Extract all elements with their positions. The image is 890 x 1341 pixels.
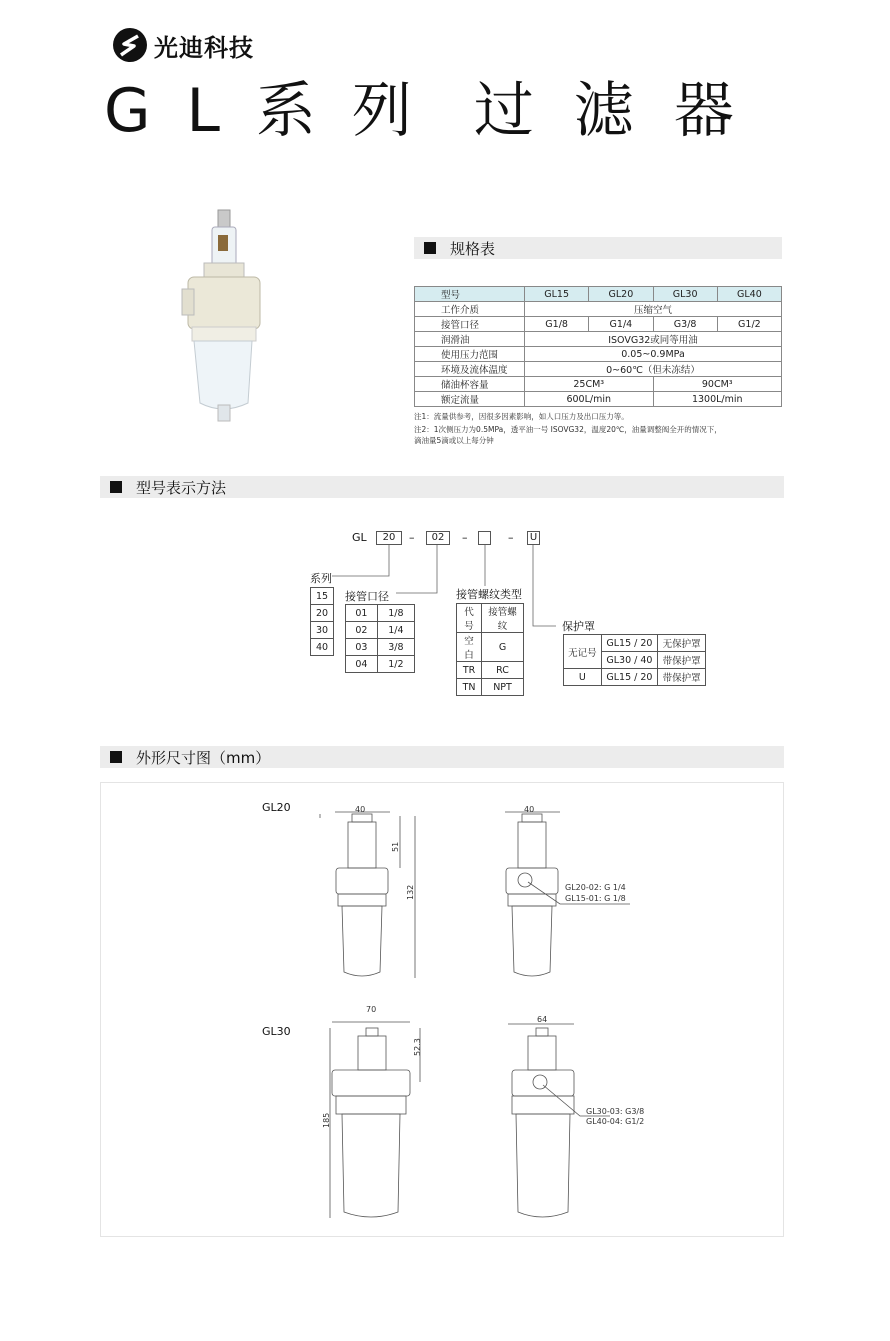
code-cover-box: U bbox=[527, 531, 540, 545]
gl20-side-width-dim: 40 bbox=[524, 805, 535, 814]
code-port-box: 02 bbox=[426, 531, 450, 545]
table-row bbox=[311, 605, 334, 622]
table-row bbox=[415, 347, 782, 362]
spec-label: 额定流量 bbox=[415, 392, 525, 407]
square-bullet-icon bbox=[110, 481, 122, 493]
spec-cell: G1/8 bbox=[525, 317, 589, 332]
dim-heading: 外形尺寸图（mm） bbox=[136, 748, 271, 767]
spec-header-cell: GL40 bbox=[717, 287, 781, 302]
spec-header-row bbox=[415, 287, 782, 302]
cover-type: 无保护罩 bbox=[658, 635, 706, 652]
cover-code: U bbox=[564, 669, 602, 686]
note-line: 滴油量5滴或以上每分钟 bbox=[414, 436, 494, 445]
gl20-width-dim: 40 bbox=[355, 805, 366, 814]
table-row bbox=[415, 377, 782, 392]
dim-heading-bar bbox=[100, 746, 784, 768]
spec-notes bbox=[414, 411, 784, 446]
series-cell: 30 bbox=[311, 622, 334, 639]
gl30-width-dim: 70 bbox=[366, 1005, 377, 1014]
spec-heading-bar bbox=[414, 237, 782, 259]
thread-label: 接管螺纹类型 bbox=[456, 588, 522, 601]
gl20-top-height-dim: 51 bbox=[391, 841, 400, 852]
spec-cell: G1/4 bbox=[589, 317, 653, 332]
cover-code: 无记号 bbox=[564, 635, 602, 669]
table-row bbox=[311, 639, 334, 656]
table-row bbox=[346, 622, 415, 639]
series-cell: 20 bbox=[311, 605, 334, 622]
port-table bbox=[345, 604, 415, 673]
spec-cell: 0~60℃（但未冻结） bbox=[525, 362, 782, 377]
thread-type: RC bbox=[482, 662, 524, 679]
page-title bbox=[104, 72, 774, 150]
table-row bbox=[415, 302, 782, 317]
port-code: 02 bbox=[346, 622, 378, 639]
thread-header: 接管螺纹 bbox=[482, 604, 524, 633]
gl30-top-height-dim: 52.3 bbox=[413, 1038, 422, 1056]
product-photo bbox=[176, 205, 266, 427]
table-row bbox=[457, 679, 524, 696]
port-size: 1/8 bbox=[377, 605, 414, 622]
spec-label: 润滑油 bbox=[415, 332, 525, 347]
series-cell: 15 bbox=[311, 588, 334, 605]
dash: – bbox=[409, 531, 415, 544]
gl30-label: GL30 bbox=[262, 1025, 291, 1038]
code-prefix: GL bbox=[352, 531, 367, 544]
cover-model: GL15 / 20 bbox=[601, 669, 657, 686]
thread-code: TN bbox=[457, 679, 482, 696]
table-row bbox=[564, 635, 706, 652]
spec-cell: 25CM³ bbox=[525, 377, 654, 392]
table-row bbox=[311, 622, 334, 639]
note-line: 注1：流量供参考，因很多因素影响，如人口压力及出口压力等。 bbox=[414, 412, 629, 421]
series-label: 系列 bbox=[310, 572, 332, 585]
spec-label: 接管口径 bbox=[415, 317, 525, 332]
port-code: 04 bbox=[346, 656, 378, 673]
spec-label: 工作介质 bbox=[415, 302, 525, 317]
thread-type: G bbox=[482, 633, 524, 662]
series-table bbox=[310, 587, 334, 656]
gl20-callout-1: GL20-02: G 1/4 bbox=[565, 883, 626, 892]
table-row bbox=[457, 662, 524, 679]
gl30-total-height-dim: 185 bbox=[322, 1112, 331, 1128]
spec-header-cell: 型号 bbox=[415, 287, 525, 302]
spec-label: 储油杯容量 bbox=[415, 377, 525, 392]
title-product: 过滤器 bbox=[473, 76, 774, 146]
table-row bbox=[415, 332, 782, 347]
table-row bbox=[346, 639, 415, 656]
table-row bbox=[311, 588, 334, 605]
spec-cell: 压缩空气 bbox=[525, 302, 782, 317]
model-heading-bar bbox=[100, 476, 784, 498]
cover-model: GL30 / 40 bbox=[601, 652, 657, 669]
table-row bbox=[415, 392, 782, 407]
series-cell: 40 bbox=[311, 639, 334, 656]
gl20-label: GL20 bbox=[262, 801, 291, 814]
cover-type: 带保护罩 bbox=[658, 652, 706, 669]
dash: – bbox=[462, 531, 468, 544]
table-row bbox=[457, 633, 524, 662]
thread-code: TR bbox=[457, 662, 482, 679]
spec-label: 使用压力范围 bbox=[415, 347, 525, 362]
port-size: 3/8 bbox=[377, 639, 414, 656]
cover-label: 保护罩 bbox=[562, 620, 595, 633]
table-row bbox=[346, 605, 415, 622]
spec-cell: 1300L/min bbox=[653, 392, 782, 407]
spec-cell: G1/2 bbox=[717, 317, 781, 332]
spec-cell: ISOVG32或同等用油 bbox=[525, 332, 782, 347]
dash: – bbox=[508, 531, 514, 544]
port-size: 1/2 bbox=[377, 656, 414, 673]
spec-header-cell: GL15 bbox=[525, 287, 589, 302]
thread-header: 代号 bbox=[457, 604, 482, 633]
thread-type: NPT bbox=[482, 679, 524, 696]
note-line: 注2：1次侧压力为0.5MPa，透平油一号 ISOVG32，温度20℃，油量调整阀全开的情况下， bbox=[414, 425, 722, 434]
table-row bbox=[346, 656, 415, 673]
cover-model: GL15 / 20 bbox=[601, 635, 657, 652]
square-bullet-icon bbox=[110, 751, 122, 763]
table-row bbox=[564, 669, 706, 686]
spec-heading: 规格表 bbox=[450, 239, 496, 258]
port-size: 1/4 bbox=[377, 622, 414, 639]
port-label: 接管口径 bbox=[345, 590, 389, 603]
table-row bbox=[415, 362, 782, 377]
spec-table bbox=[414, 286, 782, 407]
spec-header-cell: GL30 bbox=[653, 287, 717, 302]
table-row bbox=[415, 317, 782, 332]
port-code: 03 bbox=[346, 639, 378, 656]
gl30-callout-1: GL30-03: G3/8 bbox=[586, 1107, 645, 1116]
swoosh-s-icon bbox=[112, 27, 148, 63]
square-bullet-icon bbox=[424, 242, 436, 254]
gl30-side-width-dim: 64 bbox=[537, 1015, 548, 1024]
brand bbox=[112, 27, 254, 63]
gl30-callout-2: GL40-04: G1/2 bbox=[586, 1117, 645, 1126]
brand-name: 光迪科技 bbox=[154, 33, 254, 62]
dimension-drawings bbox=[100, 782, 784, 1237]
spec-cell: 0.05~0.9MPa bbox=[525, 347, 782, 362]
port-code: 01 bbox=[346, 605, 378, 622]
spec-label: 环境及流体温度 bbox=[415, 362, 525, 377]
gl20-total-height-dim: 132 bbox=[406, 884, 415, 900]
spec-cell: G3/8 bbox=[653, 317, 717, 332]
spec-cell: 90CM³ bbox=[653, 377, 782, 392]
model-heading: 型号表示方法 bbox=[136, 478, 227, 497]
table-row bbox=[457, 604, 524, 633]
thread-table bbox=[456, 603, 524, 696]
title-series: GL系列 bbox=[104, 76, 448, 146]
thread-code: 空白 bbox=[457, 633, 482, 662]
gl20-callout-2: GL15-01: G 1/8 bbox=[565, 894, 626, 903]
cover-table bbox=[563, 634, 706, 686]
spec-header-cell: GL20 bbox=[589, 287, 653, 302]
cover-type: 带保护罩 bbox=[658, 669, 706, 686]
code-size-box: 20 bbox=[376, 531, 402, 545]
spec-cell: 600L/min bbox=[525, 392, 654, 407]
